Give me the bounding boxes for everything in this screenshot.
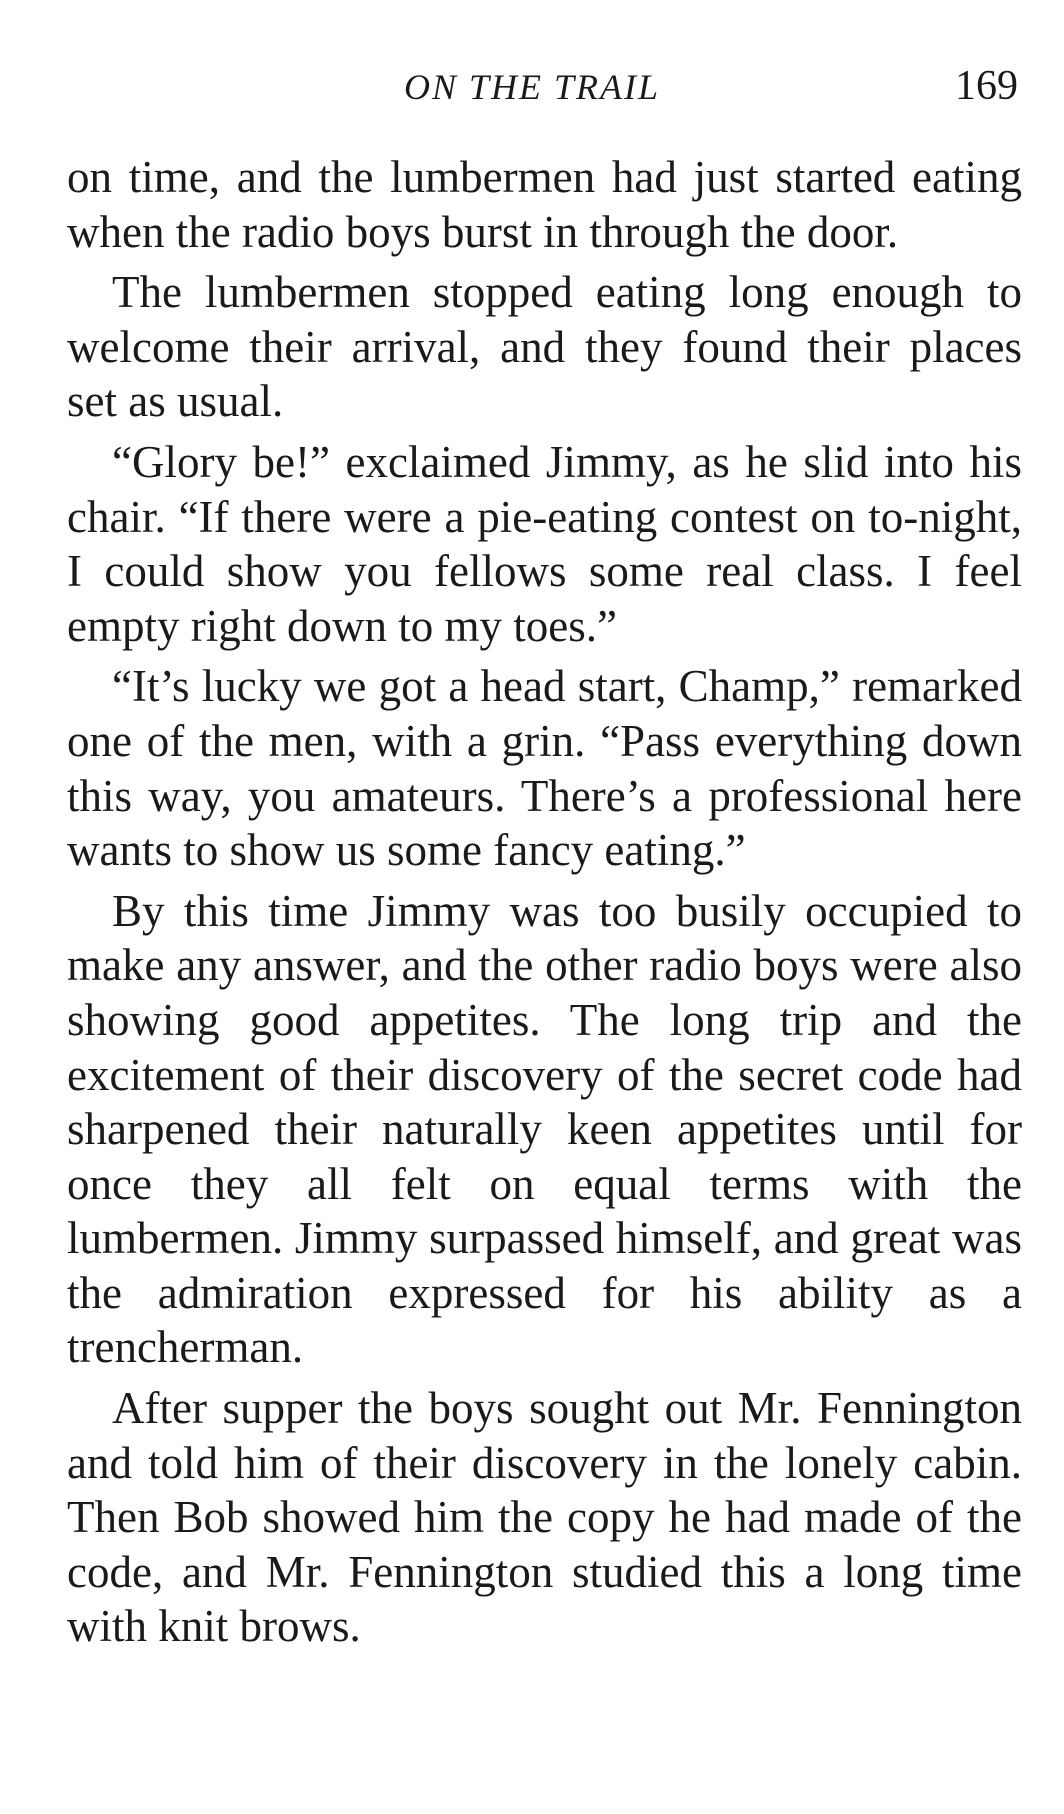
paragraph: The lumbermen stopped eating long enough to welcome their arrival, and they found their places set as usual.	[67, 267, 1022, 427]
running-head	[0, 62, 1064, 122]
paragraph: After supper the boys sought out Mr. Fennington and told him of their discovery in the lonely cabin. Then Bob showed him the copy he had made of the code, and Mr. Fennington studied this a long time with knit brows.	[67, 1383, 1022, 1652]
paragraph: By this time Jimmy was too busily occupied to make any answer, and the other radio boys were also showing good appetites. The long trip and the excitement of their discovery of the secret code had sharpened their naturally keen appetites until for once they all felt on equal terms with the lumbermen. Jimmy surpassed himself, and great was the admiration expressed for his ability as a trencherman.	[67, 885, 1022, 1373]
paragraph: “Glory be!” exclaimed Jimmy, as he slid into his chair. “If there were a pie-eating contest on to-night, I could show you fellows some real class. I feel empty right down to my toes.”	[67, 436, 1022, 651]
paragraph: “It’s lucky we got a head start, Champ,” remarked one of the men, with a grin. “Pass everything down this way, you amateurs. There’s a professional here wants to show us some fancy eating.”	[67, 661, 1022, 876]
page-number: 169	[955, 63, 1018, 109]
body-text	[67, 150, 1022, 1654]
paragraph-continued: on time, and the lumbermen had just started eating when the radio boys burst in through the door.	[67, 152, 1022, 257]
running-title: ON THE TRAIL	[403, 67, 661, 107]
